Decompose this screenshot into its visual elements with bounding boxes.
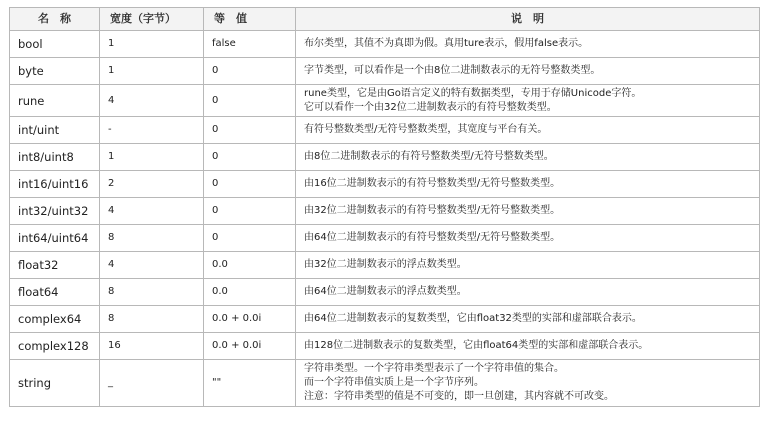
type-width-cell: 4	[100, 85, 204, 117]
description-line: 它可以看作一个由32位二进制数表示的有符号整数类型。	[304, 101, 557, 113]
type-width-cell: 8	[100, 279, 204, 306]
type-description-cell	[296, 360, 760, 407]
type-zero-value-cell: 0	[204, 117, 296, 144]
type-name-cell: complex64	[10, 306, 100, 333]
table-row	[10, 306, 760, 333]
type-name-cell: rune	[10, 85, 100, 117]
description-line: 注意：字符串类型的值是不可变的，即一旦创建，其内容就不可改变。	[304, 391, 614, 402]
type-width-cell: 16	[100, 333, 204, 360]
description-line: 由64位二进制数表示的浮点数类型。	[304, 286, 467, 297]
table-header	[10, 8, 760, 31]
type-description-cell	[296, 252, 760, 279]
description-line: 字节类型，可以看作是一个由8位二进制数表示的无符号整数类型。	[304, 65, 601, 76]
type-description-cell	[296, 225, 760, 252]
type-name-cell: int64/uint64	[10, 225, 100, 252]
type-name-cell: float64	[10, 279, 100, 306]
type-width-cell: _	[100, 360, 204, 407]
table-body	[10, 31, 760, 407]
type-name-cell: string	[10, 360, 100, 407]
type-name-cell: int8/uint8	[10, 144, 100, 171]
description-line: 由64位二进制数表示的复数类型，它由float32类型的实部和虚部联合表示。	[304, 313, 642, 324]
type-zero-value-cell: ""	[204, 360, 296, 407]
table-row	[10, 85, 760, 117]
type-name-cell: complex128	[10, 333, 100, 360]
description-line: 有符号整数类型/无符号整数类型，其宽度与平台有关。	[304, 124, 548, 135]
type-description-cell	[296, 306, 760, 333]
table-row	[10, 360, 760, 407]
type-width-cell: 4	[100, 252, 204, 279]
type-width-cell: 1	[100, 31, 204, 58]
table-row	[10, 58, 760, 85]
description-line: 由128位二进制数表示的复数类型，它由float64类型的实部和虚部联合表示。	[304, 340, 649, 351]
type-zero-value-cell: 0	[204, 85, 296, 117]
header-width: 宽度（字节）	[100, 8, 204, 31]
header-description: 说 明	[296, 8, 760, 31]
type-name-cell: bool	[10, 31, 100, 58]
type-description-cell	[296, 58, 760, 85]
type-zero-value-cell: 0	[204, 198, 296, 225]
type-zero-value-cell: false	[204, 31, 296, 58]
type-name-cell: int32/uint32	[10, 198, 100, 225]
type-zero-value-cell: 0.0	[204, 279, 296, 306]
description-line: 字符串类型。一个字符串类型表示了一个字符串值的集合。	[304, 363, 564, 374]
description-line: 由16位二进制数表示的有符号整数类型/无符号整数类型。	[304, 178, 561, 189]
type-width-cell: 2	[100, 171, 204, 198]
type-description-cell	[296, 333, 760, 360]
description-line: 而一个字符串值实质上是一个字节序列。	[304, 377, 484, 388]
description-line: 由32位二进制数表示的浮点数类型。	[304, 259, 467, 270]
table-row	[10, 144, 760, 171]
description-line: rune类型，它是由Go语言定义的特有数据类型，专用于存储Unicode字符。	[304, 87, 642, 99]
header-value: 等 值	[204, 8, 296, 31]
type-width-cell: 1	[100, 144, 204, 171]
description-line: 布尔类型，其值不为真即为假。真用ture表示，假用false表示。	[304, 38, 589, 49]
table-row	[10, 333, 760, 360]
header-name: 名 称	[10, 8, 100, 31]
type-width-cell: 8	[100, 225, 204, 252]
type-description-cell	[296, 198, 760, 225]
type-zero-value-cell: 0.0	[204, 252, 296, 279]
type-zero-value-cell: 0.0 + 0.0i	[204, 306, 296, 333]
type-width-cell: -	[100, 117, 204, 144]
description-line: 由32位二进制数表示的有符号整数类型/无符号整数类型。	[304, 205, 561, 216]
type-description-cell	[296, 279, 760, 306]
description-line: 由8位二进制数表示的有符号整数类型/无符号整数类型。	[304, 151, 554, 162]
type-width-cell: 1	[100, 58, 204, 85]
table-row	[10, 31, 760, 58]
type-name-cell: int16/uint16	[10, 171, 100, 198]
type-zero-value-cell: 0	[204, 144, 296, 171]
type-zero-value-cell: 0.0 + 0.0i	[204, 333, 296, 360]
type-name-cell: int/uint	[10, 117, 100, 144]
type-zero-value-cell: 0	[204, 171, 296, 198]
type-description-cell	[296, 171, 760, 198]
type-name-cell: byte	[10, 58, 100, 85]
table-row	[10, 171, 760, 198]
type-name-cell: float32	[10, 252, 100, 279]
type-description-cell	[296, 85, 760, 117]
table-row	[10, 252, 760, 279]
type-description-cell	[296, 31, 760, 58]
type-description-cell	[296, 117, 760, 144]
type-zero-value-cell: 0	[204, 225, 296, 252]
table-row	[10, 225, 760, 252]
type-width-cell: 8	[100, 306, 204, 333]
table-row	[10, 279, 760, 306]
description-line: 由64位二进制数表示的有符号整数类型/无符号整数类型。	[304, 232, 561, 243]
table-row	[10, 117, 760, 144]
type-width-cell: 4	[100, 198, 204, 225]
header-row	[10, 8, 760, 31]
type-description-cell	[296, 144, 760, 171]
table-row	[10, 198, 760, 225]
go-basic-types-table	[9, 7, 760, 407]
type-zero-value-cell: 0	[204, 58, 296, 85]
